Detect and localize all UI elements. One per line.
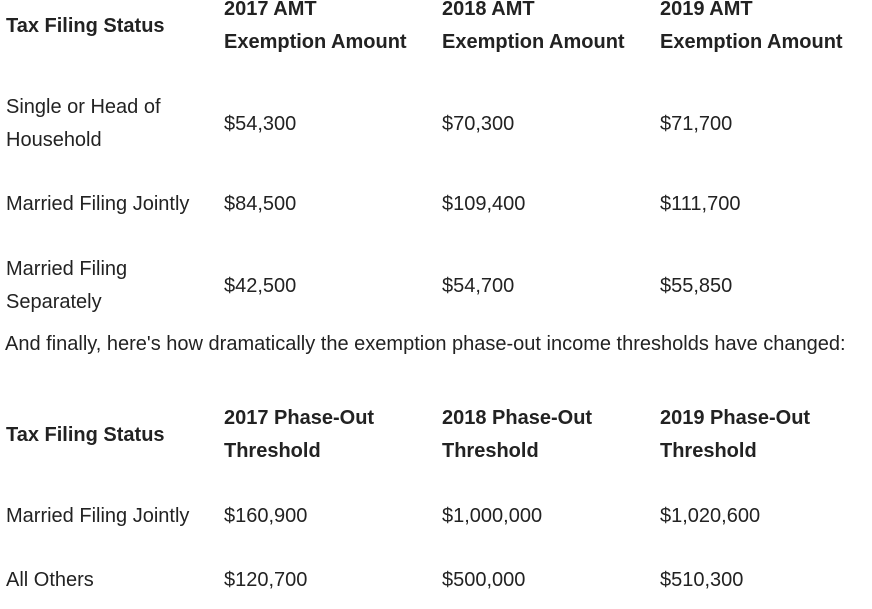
intro-paragraph: And finally, here's how dramatically the exemption phase-out income thresholds have changed: — [5, 333, 846, 355]
value-2018: $54,700 — [442, 275, 515, 297]
value-2019: $111,700 — [660, 193, 741, 215]
value-2019: $510,300 — [660, 569, 744, 591]
header-2018-line1: 2018 AMT — [442, 0, 535, 20]
header-2018-line1: 2018 Phase-Out — [442, 407, 593, 429]
header-tax-filing-status: Tax Filing Status — [6, 15, 165, 37]
value-2019: $1,020,600 — [660, 505, 761, 527]
header-tax-filing-status: Tax Filing Status — [6, 424, 165, 446]
header-2017-line1: 2017 Phase-Out — [224, 407, 375, 429]
header-2017-line2: Threshold — [224, 440, 321, 462]
value-2018: $70,300 — [442, 113, 515, 135]
row-status-line1: Married Filing — [6, 258, 128, 280]
value-2017: $84,500 — [224, 193, 297, 215]
header-2019-line1: 2019 AMT — [660, 0, 753, 20]
header-2018-line2: Threshold — [442, 440, 539, 462]
value-2018: $109,400 — [442, 193, 526, 215]
value-2018: $1,000,000 — [442, 505, 543, 527]
header-2019-line2: Threshold — [660, 440, 757, 462]
value-2017: $160,900 — [224, 505, 308, 527]
value-2017: $120,700 — [224, 569, 308, 591]
header-2017-line1: 2017 AMT — [224, 0, 317, 20]
header-2019-line1: 2019 Phase-Out — [660, 407, 811, 429]
value-2018: $500,000 — [442, 569, 526, 591]
row-status-line2: Household — [6, 129, 102, 151]
row-status-line1: Married Filing Jointly — [6, 193, 190, 215]
header-2017-line2: Exemption Amount — [224, 31, 407, 53]
value-2019: $71,700 — [660, 113, 733, 135]
header-2018-line2: Exemption Amount — [442, 31, 625, 53]
row-status-line2: Separately — [6, 291, 102, 313]
row-status-line1: Single or Head of — [6, 96, 161, 118]
value-2017: $42,500 — [224, 275, 297, 297]
value-2019: $55,850 — [660, 275, 733, 297]
row-status-line1: All Others — [6, 569, 94, 591]
header-2019-line2: Exemption Amount — [660, 31, 843, 53]
row-status-line1: Married Filing Jointly — [6, 505, 190, 527]
value-2017: $54,300 — [224, 113, 297, 135]
